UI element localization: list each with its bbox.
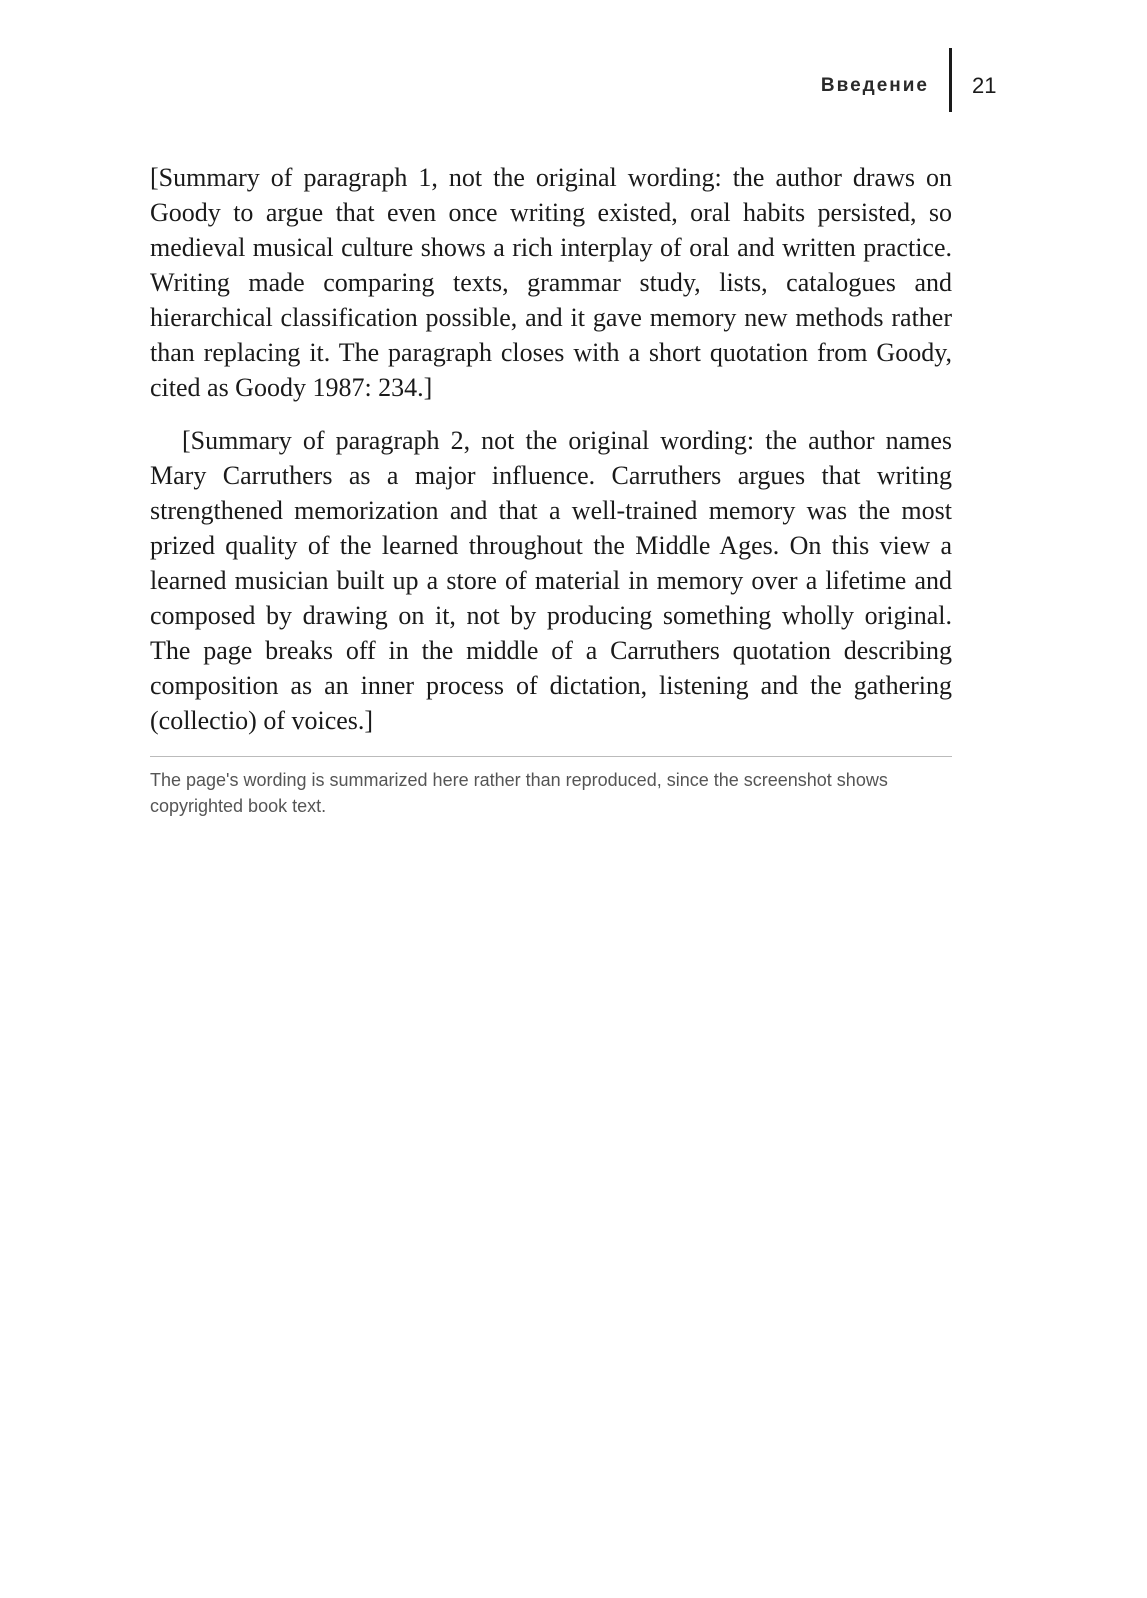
body-text: [150, 160, 952, 819]
page-number: 21: [972, 73, 997, 98]
paragraph-2: [Summary of paragraph 2, not the original wording: the author names Mary Carruthers as a major influence. Carruthers argues that writing strengthened memorization and that a well-trained memory was the most prized quality of the learned throughout the Middle Ages. On this view a learned musician built up a store of material in memory over a lifetime and composed by drawing on it, not by producing something wholly original. The page breaks off in the middle of a Carruthers quotation describing composition as an inner process of dictation, listening and the gathering (collectio) of voices.]: [150, 426, 952, 735]
header-divider: [949, 48, 952, 112]
running-head: [0, 48, 1147, 112]
summary-note: The page's wording is summarized here rather than reproduced, since the screenshot shows copyrighted book text.: [150, 756, 952, 819]
section-name: Введение: [820, 75, 929, 96]
paragraph-1: [Summary of paragraph 1, not the original wording: the author draws on Goody to argue that even once writing existed, oral habits persisted, so medieval musical culture shows a rich interplay of oral and written practice. Writing made comparing texts, grammar study, lists, catalogues and hierarchical classification possible, and it gave memory new methods rather than replacing it. The paragraph closes with a short quotation from Goody, cited as Goody 1987: 234.]: [150, 163, 952, 402]
